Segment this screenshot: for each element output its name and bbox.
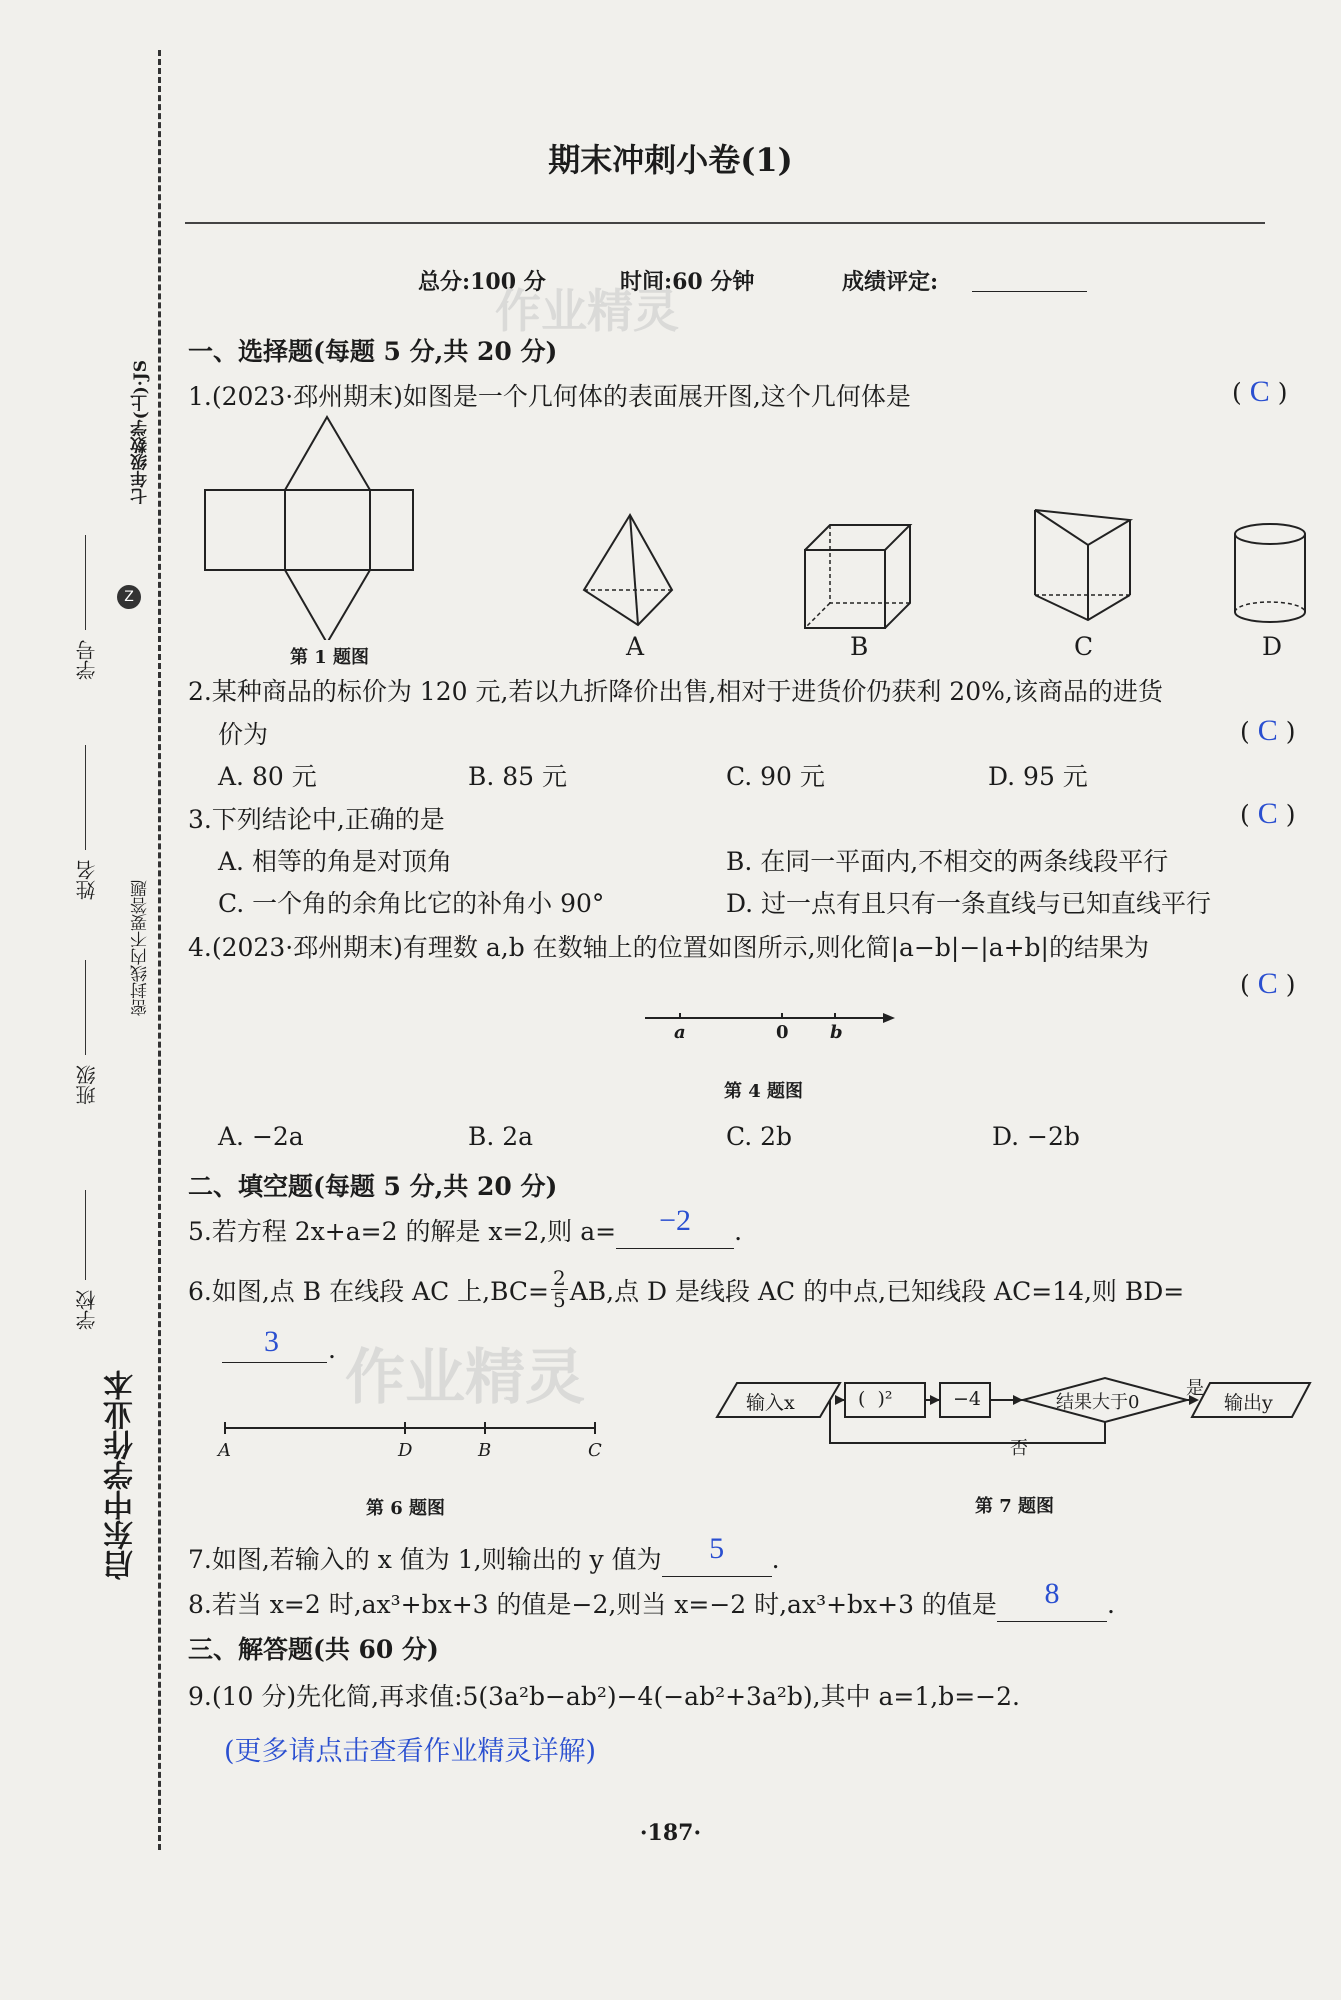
q4-axis-b: b (830, 1022, 843, 1043)
q8-text: 8.若当 x=2 时,ax³+bx+3 的值是−2,则当 x=−2 时,ax³+bx+3 的值是 (188, 1590, 997, 1619)
q3-option-d: D. 过一点有且只有一条直线与已知直线平行 (726, 889, 1212, 918)
q1-option-a: A (626, 632, 645, 661)
q2-answer-bracket: ( C ) (1240, 714, 1296, 747)
q7-answer: 5 (709, 1532, 725, 1565)
q3-answer-bracket: ( C ) (1240, 797, 1296, 830)
q4-option-c: C. 2b (726, 1122, 793, 1151)
q6-text-pre: 6.如图,点 B 在线段 AC 上,BC= (188, 1276, 549, 1306)
school-label: 学校 (75, 1290, 99, 1330)
q6-fraction-num: 2 (553, 1266, 566, 1290)
q4-axis-a: a (674, 1022, 686, 1043)
q1-option-d: D (1262, 632, 1283, 661)
q1-answer-bracket: ( C ) (1232, 375, 1288, 408)
q2-option-a: A. 80 元 (218, 762, 317, 791)
q5-line: 5.若方程 2x+a=2 的解是 x=2,则 a= −2 . (188, 1212, 742, 1249)
q1-caption: 第 1 题图 (290, 647, 370, 668)
page-number: ·187· (639, 1820, 702, 1846)
q8-answer-blank (997, 1577, 1107, 1622)
q1-text: 1.(2023·邳州期末)如图是一个几何体的表面展开图,这个几何体是 (188, 382, 911, 411)
q3-option-a: A. 相等的角是对顶角 (218, 847, 452, 876)
q1-option-b: B (850, 632, 869, 661)
q6-period: . (328, 1335, 336, 1364)
q9-text: 9.(10 分)先化简,再求值:5(3a²b−ab²)−4(−ab²+3a²b),其中 a=1,b=−2. (188, 1682, 1020, 1711)
q3-option-b: B. 在同一平面内,不相交的两条线段平行 (726, 847, 1169, 876)
q3-text: 3.下列结论中,正确的是 (188, 805, 445, 834)
q6-caption: 第 6 题图 (366, 1498, 446, 1519)
section-3-title: 三、解答题(共 60 分) (188, 1635, 439, 1664)
q7-condition: 结果大于0 (1056, 1392, 1140, 1413)
q7-yes-label: 是 (1186, 1378, 1204, 1399)
more-link[interactable]: (更多请点击查看作业精灵详解) (224, 1736, 597, 1767)
page-title: 期末冲刺小卷(1) (548, 141, 793, 179)
q5-answer: −2 (659, 1204, 692, 1237)
q6-point-d: D (398, 1440, 413, 1461)
section-2-title: 二、填空题(每题 5 分,共 20 分) (188, 1172, 558, 1201)
q5-text: 5.若方程 2x+a=2 的解是 x=2,则 a= (188, 1217, 617, 1246)
section-1-title: 一、选择题(每题 5 分,共 20 分) (188, 337, 558, 366)
watermark: 作业精灵 (495, 284, 679, 338)
q1-option-prism (1030, 505, 1135, 625)
school-blank (85, 1190, 86, 1280)
binding-line (158, 50, 161, 1850)
series-text: 七年级数学(上)·JS (131, 360, 151, 505)
grade-blank (972, 291, 1087, 292)
q3-option-c: C. 一个角的余角比它的补角小 90° (218, 889, 605, 918)
q1-net-figure (195, 415, 425, 640)
q6-fraction (551, 1268, 568, 1311)
q4-answer-bracket: ( C ) (1240, 967, 1296, 1000)
q1-option-cube (800, 520, 915, 632)
q1-option-cylinder (1230, 520, 1310, 630)
q4-option-a: A. −2a (218, 1122, 304, 1151)
q6-segment-figure (220, 1418, 600, 1438)
header-rule (185, 222, 1265, 224)
book-name: 启东中学作业本 (104, 1370, 139, 1580)
q7-answer-blank (662, 1532, 772, 1577)
q6-fraction-den: 5 (553, 1288, 566, 1312)
name-blank (85, 745, 86, 850)
q1-option-c: C (1074, 632, 1094, 661)
q2-option-c: C. 90 元 (726, 762, 825, 791)
q4-axis-zero: 0 (776, 1022, 789, 1043)
q7-line: 7.如图,若输入的 x 值为 1,则输出的 y 值为 5 . (188, 1540, 780, 1577)
q4-option-b: B. 2a (468, 1122, 534, 1151)
number-label: 学号 (75, 640, 99, 680)
name-label: 姓名 (75, 860, 99, 900)
q8-line: 8.若当 x=2 时,ax³+bx+3 的值是−2,则当 x=−2 时,ax³+bx+3 的值是 8 . (188, 1585, 1115, 1622)
q6-point-c: C (588, 1440, 602, 1461)
grade-label: 成绩评定: (842, 269, 939, 295)
q4-text: 4.(2023·邳州期末)有理数 a,b 在数轴上的位置如图所示,则化简|a−b|−|a+b|的结果为 (188, 933, 1149, 962)
q4-answer: C (1257, 967, 1278, 1000)
q4-caption: 第 4 题图 (724, 1081, 804, 1102)
q7-text: 7.如图,若输入的 x 值为 1,则输出的 y 值为 (188, 1545, 662, 1574)
q6-answer-blank (222, 1362, 327, 1363)
q2-answer: C (1257, 714, 1278, 747)
q8-answer: 8 (1044, 1577, 1060, 1610)
q1-option-pyramid (580, 510, 680, 630)
badge-icon: Z (117, 585, 141, 609)
class-label: 班级 (75, 1065, 99, 1105)
q7-square-box: ( )² (858, 1388, 893, 1410)
number-blank (85, 535, 86, 630)
q6-answer: 3 (264, 1325, 279, 1358)
q2-text-2: 价为 (218, 720, 269, 749)
q7-minus-box: −4 (953, 1388, 982, 1410)
total-score: 总分:100 分 (418, 269, 546, 295)
q2-option-d: D. 95 元 (988, 762, 1088, 791)
q7-caption: 第 7 题图 (975, 1496, 1055, 1517)
q3-answer: C (1257, 797, 1278, 830)
q1-answer: C (1249, 375, 1270, 408)
q6-line (188, 1268, 1184, 1311)
q7-output-box: 输出y (1224, 1392, 1273, 1414)
q2-text: 2.某种商品的标价为 120 元,若以九折降价出售,相对于进货价仍获利 20%,该商品的进货 (188, 677, 1163, 706)
q7-input-box: 输入x (746, 1392, 795, 1414)
q7-no-label: 否 (1010, 1438, 1028, 1459)
time-limit: 时间:60 分钟 (620, 269, 755, 295)
q5-answer-blank (616, 1204, 734, 1249)
q6-text-post: AB,点 D 是线段 AC 的中点,已知线段 AC=14,则 BD= (569, 1276, 1185, 1306)
notice-text: 密封线内不要答题 (131, 880, 151, 1016)
q2-option-b: B. 85 元 (468, 762, 568, 791)
watermark-2: 作业精灵 (345, 1343, 585, 1413)
q6-point-b: B (478, 1440, 492, 1461)
class-blank (85, 960, 86, 1055)
q6-point-a: A (218, 1440, 231, 1461)
q4-option-d: D. −2b (992, 1122, 1080, 1151)
